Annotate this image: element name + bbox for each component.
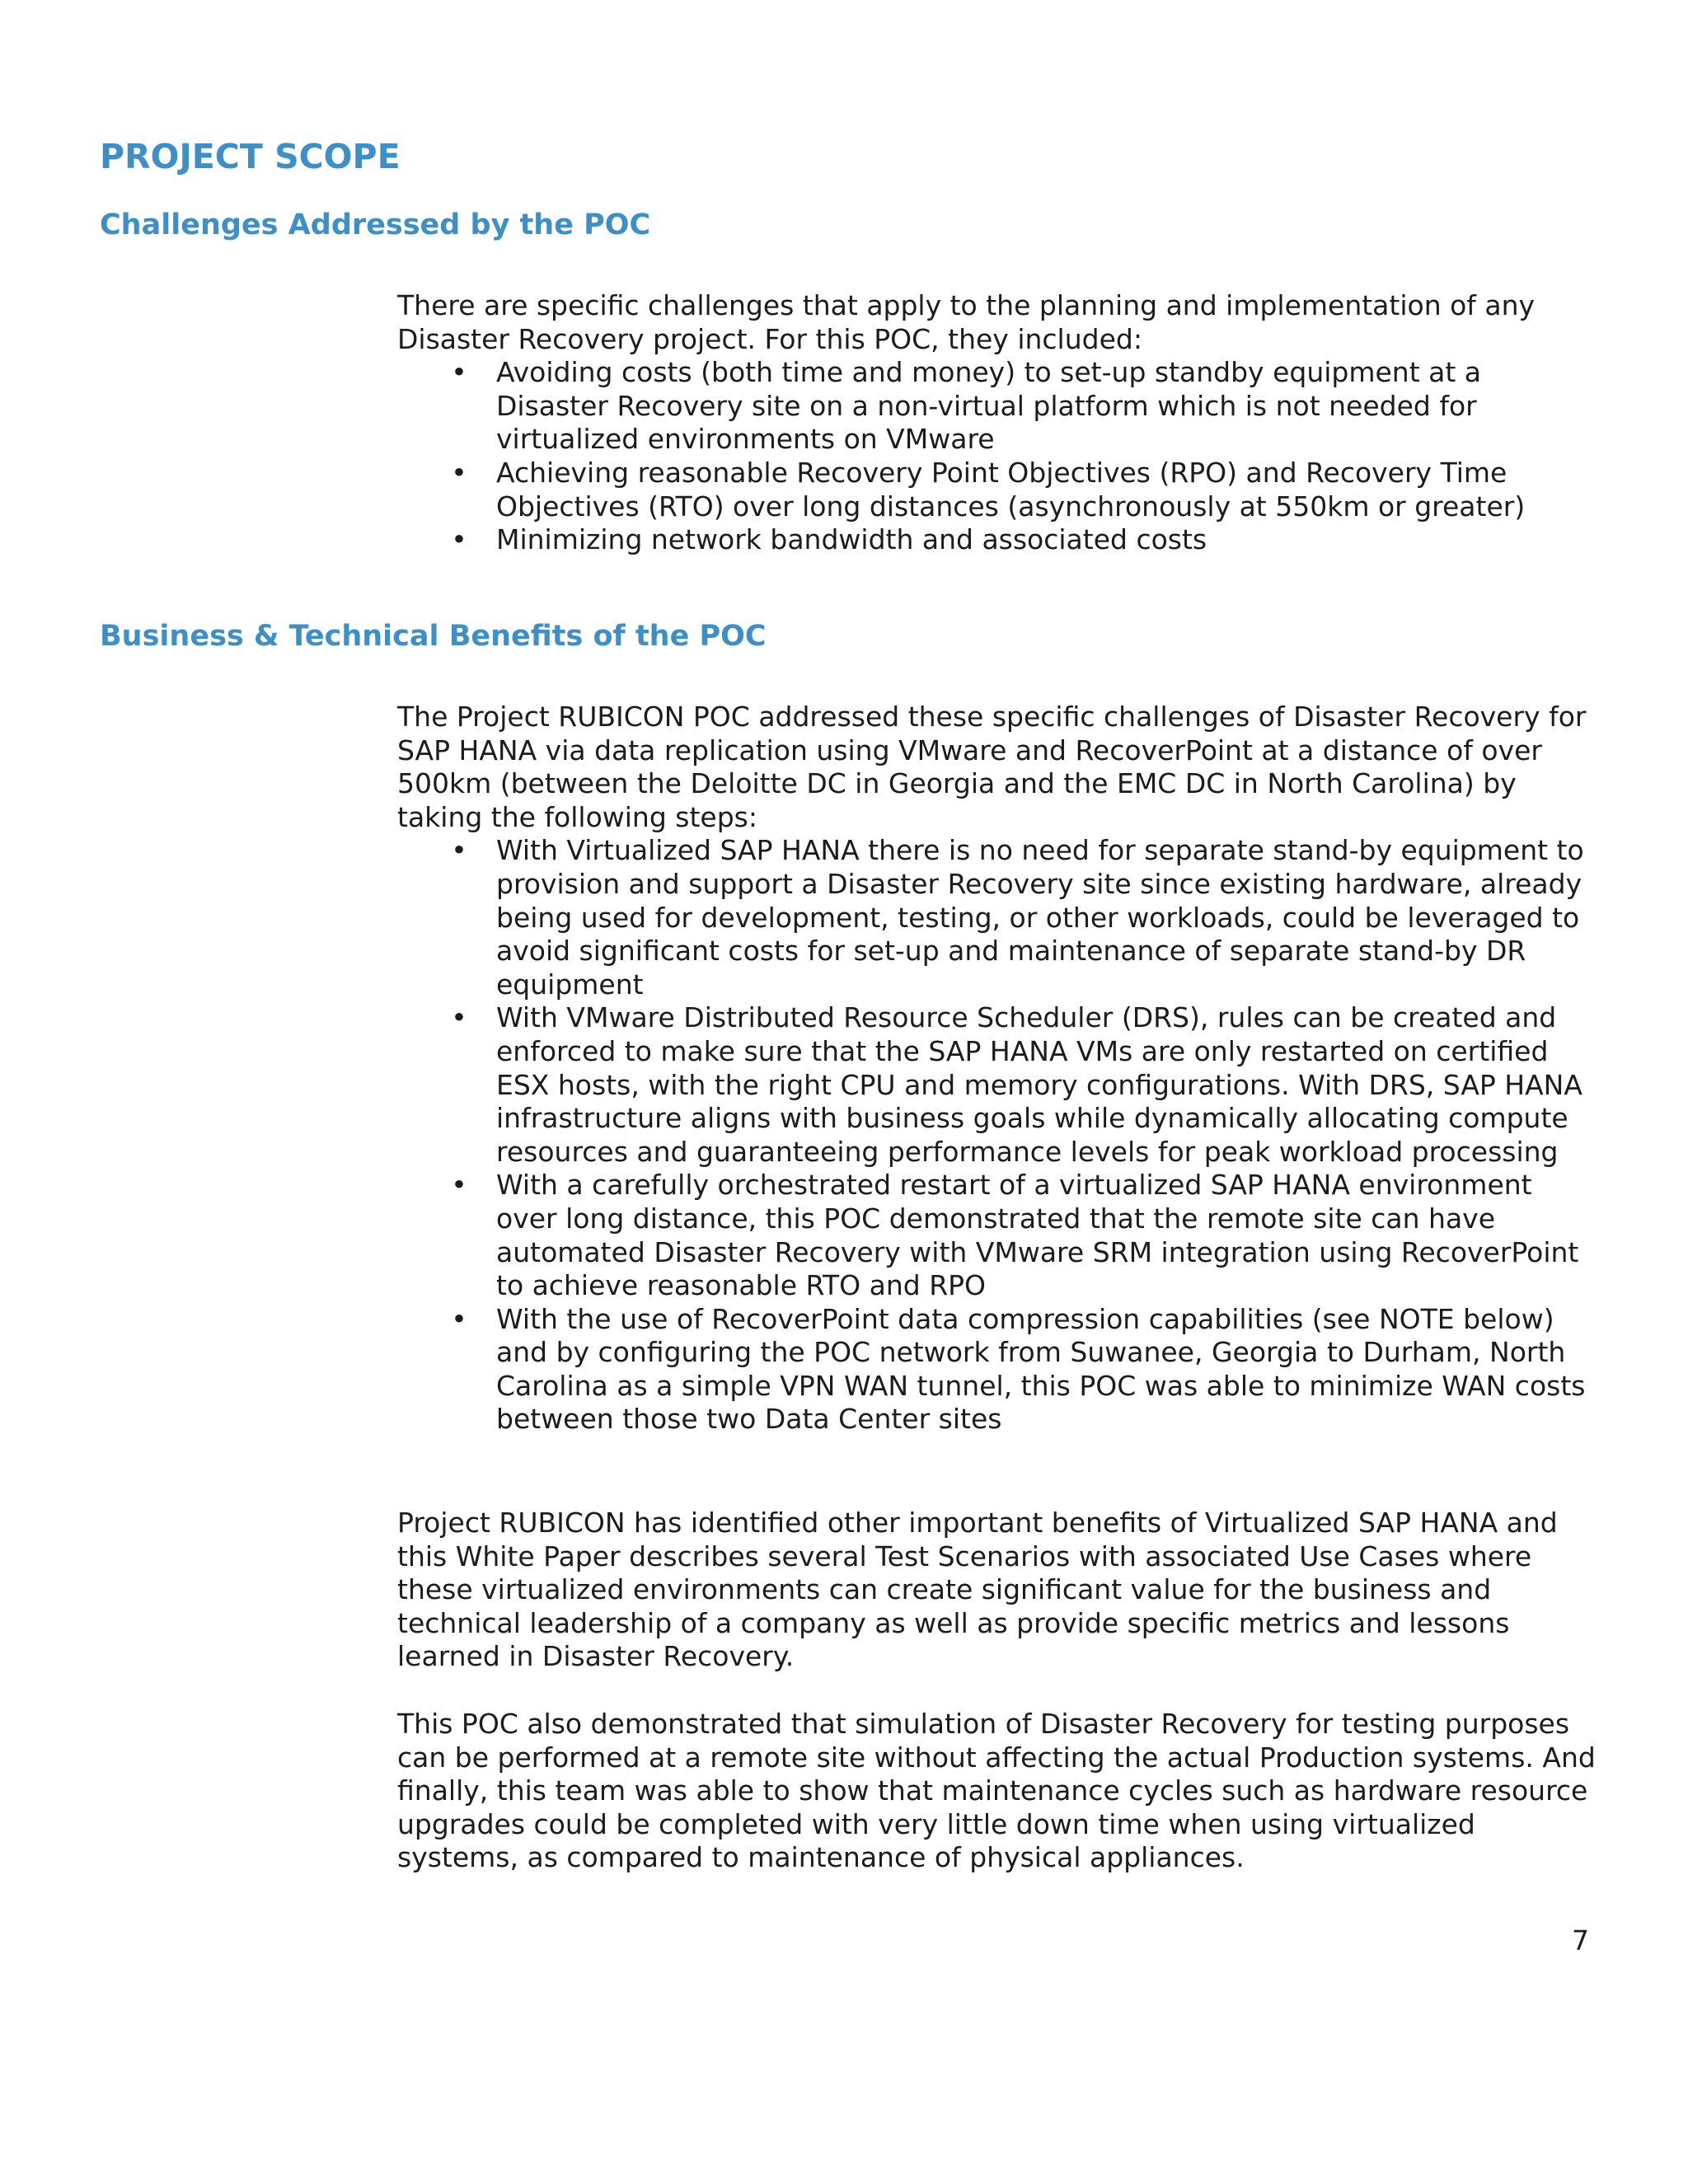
benefits-section [397, 701, 1601, 1436]
list-item [451, 523, 1601, 557]
benefits-intro: The Project RUBICON POC addressed these specific challenges of Disaster Recovery for SAP HANA via data replication using VMware and RecoverPoint at a distance of over 500km (between the Deloitte DC in Georgia and the EMC DC in North Carolina) by taking the following steps: [397, 701, 1587, 833]
list-item-text: With the use of RecoverPoint data compression capabilities (see NOTE below) and by configuring the POC network from Suwanee, Georgia to Durham, North Carolina as a simple VPN WAN tunnel, this POC was able to minimize WAN costs between those two Data Center sites [496, 1302, 1586, 1436]
challenges-heading: Challenges Addressed by the POC [100, 209, 651, 241]
list-item-text: With a carefully orchestrated restart of a virtualized SAP HANA environment over long distance, this POC demonstrated that the remote site can have automated Disaster Recovery with VMware SRM integration using RecoverPoint to achieve reasonable RTO and RPO [496, 1169, 1579, 1302]
list-item-text: Achieving reasonable Recovery Point Objectives (RPO) and Recovery Time Objectives (RTO) over long distances (asynchronously at 550km or greater) [496, 456, 1526, 523]
bullet-icon: • [451, 834, 467, 867]
paragraph-text: Project RUBICON has identified other important benefits of Virtualized SAP HANA and this White Paper describes several Test Scenarios with associated Use Cases where these virtualized environments can create significant value for the business and technical leadership of a company as well as provide specific metrics and lessons learned in Disaster Recovery. [397, 1507, 1558, 1673]
bullet-icon: • [451, 523, 467, 556]
list-item [451, 356, 1601, 457]
list-item-text: With Virtualized SAP HANA there is no need for separate stand-by equipment to provision and support a Disaster Recovery site since existing hardware, already being used for development, testing, or other workloads, could be leveraged to avoid significant costs for set-up and maintenance of separate stand-by DR equipment [496, 834, 1584, 1001]
challenges-intro: There are specific challenges that apply to the planning and implementation of any Disaster Recovery project. For this POC, they included: [397, 289, 1536, 355]
simulation-paragraph [397, 1708, 1601, 1875]
list-item [451, 1001, 1601, 1169]
list-item-text: With VMware Distributed Resource Scheduler (DRS), rules can be created and enforced to make sure that the SAP HANA VMs are only restarted on certified ESX hosts, with the right CPU and memory configurations. With DRS, SAP HANA infrastructure aligns with business goals while dynamically allocating compute resources and guaranteeing performance levels for peak workload processing [496, 1001, 1582, 1168]
page-number: 7 [1572, 1924, 1589, 1957]
benefits-list [397, 834, 1601, 1436]
section-title: PROJECT SCOPE [100, 137, 401, 176]
challenges-list [397, 356, 1601, 557]
list-item [451, 1169, 1601, 1302]
list-item-text: Avoiding costs (both time and money) to set-up standby equipment at a Disaster Recovery site on a non-virtual platform which is not needed for virtualized environments on VMware [496, 356, 1482, 456]
paragraph-text: This POC also demonstrated that simulation of Disaster Recovery for testing purposes can be performed at a remote site without affecting the actual Production systems. And finally, this team was able to show that maintenance cycles such as hardware resource upgrades could be completed with very little down time when using virtualized systems, as compared to maintenance of physical appliances. [397, 1708, 1596, 1874]
bullet-icon: • [451, 1169, 467, 1202]
challenges-section [397, 289, 1601, 557]
list-item-text: Minimizing network bandwidth and associated costs [496, 523, 1207, 556]
bullet-icon: • [451, 356, 467, 389]
bullet-icon: • [451, 456, 467, 489]
list-item [451, 834, 1601, 1001]
rubicon-benefits-paragraph [397, 1507, 1601, 1674]
list-item [451, 456, 1601, 523]
list-item [451, 1302, 1601, 1436]
bullet-icon: • [451, 1302, 467, 1335]
benefits-heading: Business & Technical Benefits of the POC [100, 620, 767, 653]
bullet-icon: • [451, 1001, 467, 1034]
